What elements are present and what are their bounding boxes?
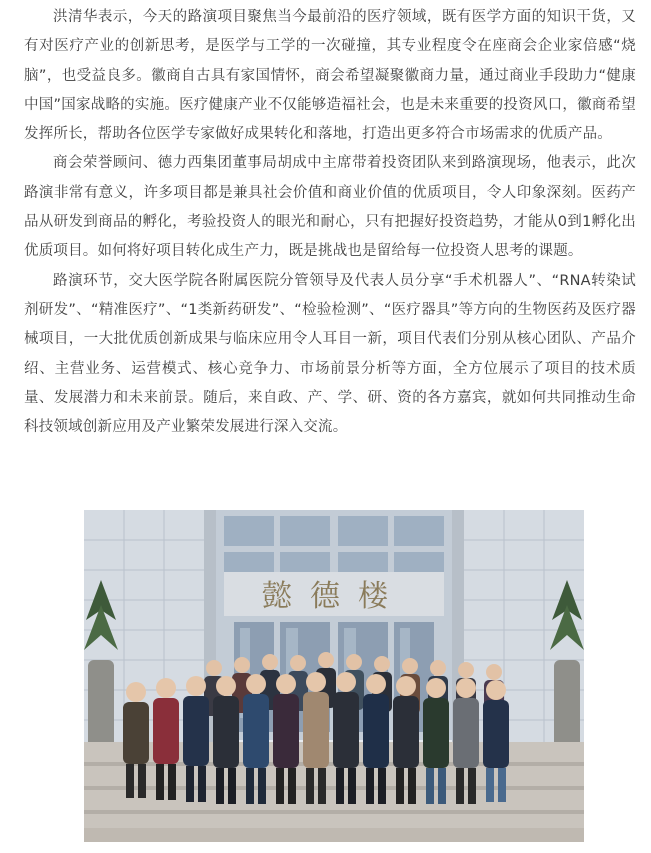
group-photo (84, 510, 584, 842)
article-body (24, 0, 636, 442)
building-sign: 懿德楼 (262, 579, 406, 614)
paragraph-1: 洪清华表示，今天的路演项目聚焦当今最前沿的医疗领域，既有医学方面的知识干货，又有对医疗产业的创新思考，是医学与工学的一次碰撞，其专业程度令在座商会企业家倍感“烧脑”，也受益良多。徽商自古具有家国情怀，商会希望凝聚徽商力量，通过商业手段助力“健康中国”国家战略的实施。医疗健康产业不仅能够造福社会，也是未来重要的投资风口，徽商希望发挥所长，帮助各位医学专家做好成果转化和落地，打造出更多符合市场需求的优质产品。 (24, 9, 636, 143)
group-photo-illustration (84, 510, 584, 842)
paragraph-3: 路演环节，交大医学院各附属医院分管领导及代表人员分享“手术机器人”、“RNA转染试剂研发”、“精准医疗”、“1类新药研发”、“检验检测”、“医疗器具”等方向的生物医药及医疗器械项目，一大批优质创新成果与临床应用令人耳目一新，项目代表们分别从核心团队、产品介绍、主营业务、运营模式、核心竞争力、市场前景分析等方面，全方位展示了项目的技术质量、发展潜力和未来前景。随后，来自政、产、学、研、资的各方嘉宾，就如何共同推动生命科技领域创新应用及产业繁荣发展进行深入交流。 (24, 272, 636, 436)
paragraph-2: 商会荣誉顾问、德力西集团董事局胡成中主席带着投资团队来到路演现场，他表示，此次路演非常有意义，许多项目都是兼具社会价值和商业价值的优质项目，令人印象深刻。医药产品从研发到商品的孵化，考验投资人的眼光和耐心，只有把握好投资趋势，才能从0到1孵化出优质项目。如何将好项目转化成生产力，既是挑战也是留给每一位投资人思考的课题。 (24, 155, 636, 260)
